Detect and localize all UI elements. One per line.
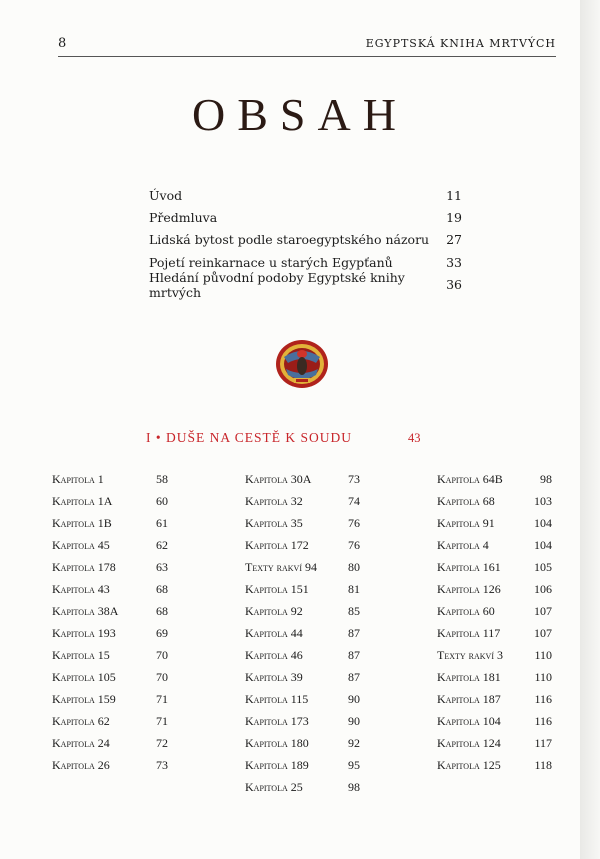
running-title: EGYPTSKÁ KNIHA MRTVÝCH	[365, 37, 556, 50]
toc-entry-label: Kapitola 4	[437, 537, 489, 552]
toc-entry-label: Kapitola 39	[245, 669, 303, 684]
toc-entry	[52, 578, 168, 600]
toc-entry-page: 118	[534, 757, 552, 772]
toc-entry-label: Kapitola 193	[52, 625, 116, 640]
page-edge	[580, 0, 600, 859]
toc-entry	[245, 710, 360, 732]
toc-entry-page: 58	[156, 471, 168, 486]
toc-entry-label: Kapitola 38A	[52, 603, 119, 618]
toc-entry-page: 33	[446, 254, 462, 270]
toc-entry-page: 106	[534, 581, 552, 596]
scarab-emblem-icon	[272, 333, 332, 393]
toc-entry-page: 70	[156, 669, 168, 684]
chapter-column-1	[52, 468, 168, 776]
toc-entry-page: 110	[534, 647, 552, 662]
toc-entry-label: Kapitola 178	[52, 559, 116, 574]
toc-entry-label: Kapitola 1	[52, 471, 104, 486]
toc-entry	[437, 468, 552, 490]
toc-entry	[437, 622, 552, 644]
toc-entry	[245, 600, 360, 622]
toc-entry-label: Kapitola 46	[245, 647, 303, 662]
section-heading	[146, 430, 466, 446]
toc-entry	[437, 578, 552, 600]
toc-entry-page: 72	[156, 735, 168, 750]
toc-entry-page: 105	[534, 559, 552, 574]
toc-entry-page: 71	[156, 713, 168, 728]
chapter-column-2	[245, 468, 360, 798]
toc-entry	[52, 710, 168, 732]
toc-entry-label: Kapitola 30A	[245, 471, 312, 486]
toc-entry-page: 110	[534, 669, 552, 684]
toc-entry-label: Kapitola 161	[437, 559, 501, 574]
toc-entry-page: 69	[156, 625, 168, 640]
toc-entry	[245, 490, 360, 512]
toc-entry-page: 90	[348, 691, 360, 706]
toc-entry	[437, 644, 552, 666]
toc-entry-label: Kapitola 35	[245, 515, 303, 530]
toc-entry-page: 80	[348, 559, 360, 574]
chapter-column-3	[437, 468, 552, 776]
toc-entry	[149, 229, 462, 251]
toc-entry	[149, 206, 462, 228]
toc-entry-label: Texty rakví 3	[437, 647, 503, 662]
toc-entry-label: Kapitola 24	[52, 735, 110, 750]
toc-entry-page: 60	[156, 493, 168, 508]
toc-entry	[149, 269, 462, 300]
toc-entry	[149, 184, 462, 206]
toc-entry-label: Kapitola 126	[437, 581, 501, 596]
toc-entry-label: Kapitola 15	[52, 647, 110, 662]
toc-entry-label: Pojetí reinkarnace u starých Egypťanů	[149, 254, 393, 270]
toc-entry-page: 68	[156, 581, 168, 596]
toc-entry-label: Texty rakví 94	[245, 559, 317, 574]
toc-entry	[437, 666, 552, 688]
toc-entry-label: Kapitola 181	[437, 669, 501, 684]
toc-entry-label: Kapitola 180	[245, 735, 309, 750]
toc-entry-label: Kapitola 151	[245, 581, 309, 596]
toc-entry-label: Kapitola 115	[245, 691, 309, 706]
toc-entry-page: 71	[156, 691, 168, 706]
toc-entry-label: Kapitola 92	[245, 603, 303, 618]
toc-entry	[437, 490, 552, 512]
toc-entry-page: 74	[348, 493, 360, 508]
toc-entry	[245, 556, 360, 578]
toc-entry	[52, 534, 168, 556]
toc-entry-page: 63	[156, 559, 168, 574]
toc-entry-page: 81	[348, 581, 360, 596]
toc-entry-label: Kapitola 1B	[52, 515, 112, 530]
toc-entry-label: Kapitola 187	[437, 691, 501, 706]
toc-entry-page: 11	[446, 187, 462, 203]
toc-entry-page: 68	[156, 603, 168, 618]
toc-entry-label: Kapitola 173	[245, 713, 309, 728]
toc-entry	[52, 754, 168, 776]
toc-entry-label: Kapitola 124	[437, 735, 501, 750]
toc-entry	[52, 732, 168, 754]
toc-entry-page: 87	[348, 625, 360, 640]
toc-entry	[52, 688, 168, 710]
toc-entry-page: 87	[348, 669, 360, 684]
toc-entry	[437, 688, 552, 710]
toc-entry	[437, 600, 552, 622]
toc-entry-page: 76	[348, 537, 360, 552]
toc-entry-page: 103	[534, 493, 552, 508]
toc-entry	[245, 534, 360, 556]
toc-entry	[52, 644, 168, 666]
page-header	[58, 36, 556, 51]
toc-entry-page: 107	[534, 625, 552, 640]
toc-entry	[437, 512, 552, 534]
toc-entry-page: 90	[348, 713, 360, 728]
toc-entry	[245, 732, 360, 754]
toc-entry-label: Hledání původní podoby Egyptské knihy mrtvých	[149, 269, 405, 300]
toc-entry-page: 27	[446, 232, 462, 248]
toc-entry-page: 116	[534, 691, 552, 706]
toc-entry-page: 107	[534, 603, 552, 618]
toc-entry-label: Kapitola 68	[437, 493, 495, 508]
toc-entry-page: 62	[156, 537, 168, 552]
toc-entry	[52, 468, 168, 490]
toc-entry	[52, 666, 168, 688]
toc-entry-label: Kapitola 105	[52, 669, 116, 684]
toc-entry	[245, 666, 360, 688]
toc-entry-label: Kapitola 117	[437, 625, 501, 640]
toc-entry-page: 19	[446, 210, 462, 226]
toc-entry	[245, 468, 360, 490]
toc-entry	[52, 600, 168, 622]
toc-entry-label: Kapitola 189	[245, 757, 309, 772]
toc-entry	[437, 732, 552, 754]
toc-entry-page: 116	[534, 713, 552, 728]
toc-entry-page: 98	[540, 471, 552, 486]
toc-entry-label: Kapitola 172	[245, 537, 309, 552]
toc-entry-page: 117	[534, 735, 552, 750]
toc-entry-page: 76	[348, 515, 360, 530]
toc-entry	[245, 754, 360, 776]
section-label: I • DUŠE NA CESTĚ K SOUDU	[146, 430, 352, 445]
toc-entry-label: Úvod	[149, 187, 183, 203]
toc-entry-label: Kapitola 43	[52, 581, 110, 596]
toc-entry	[52, 622, 168, 644]
toc-entry-label: Kapitola 125	[437, 757, 501, 772]
toc-entry	[245, 578, 360, 600]
toc-entry	[52, 512, 168, 534]
toc-entry	[52, 490, 168, 512]
toc-entry-page: 92	[348, 735, 360, 750]
page-title: OBSAH	[192, 89, 408, 140]
toc-entry-page: 104	[534, 515, 552, 530]
toc-entry	[245, 688, 360, 710]
toc-entry	[245, 644, 360, 666]
toc-entry-label: Kapitola 1A	[52, 493, 113, 508]
toc-entry-label: Kapitola 45	[52, 537, 110, 552]
toc-entry-page: 98	[348, 779, 360, 794]
toc-entry-page: 73	[348, 471, 360, 486]
toc-entry-page: 85	[348, 603, 360, 618]
toc-entry-page: 36	[446, 277, 462, 293]
toc-entry-label: Kapitola 91	[437, 515, 495, 530]
toc-entry-page: 73	[156, 757, 168, 772]
toc-entry-label: Kapitola 159	[52, 691, 116, 706]
toc-entry-page: 104	[534, 537, 552, 552]
toc-entry-label: Kapitola 32	[245, 493, 303, 508]
toc-entry-label: Kapitola 64B	[437, 471, 503, 486]
toc-entry-label: Kapitola 62	[52, 713, 110, 728]
page-number: 8	[58, 36, 67, 51]
toc-entry-label: Kapitola 26	[52, 757, 110, 772]
toc-entry-label: Kapitola 104	[437, 713, 501, 728]
toc-entry-page: 87	[348, 647, 360, 662]
toc-entry-label: Kapitola 44	[245, 625, 303, 640]
toc-entry	[437, 710, 552, 732]
toc-entry-label: Kapitola 60	[437, 603, 495, 618]
toc-entry-page: 61	[156, 515, 168, 530]
toc-entry	[245, 512, 360, 534]
toc-entry-label: Lidská bytost podle staroegyptského názoru	[149, 232, 430, 248]
intro-toc	[149, 184, 462, 300]
toc-entry-label: Předmluva	[149, 210, 218, 226]
toc-entry	[245, 622, 360, 644]
toc-entry-page: 95	[348, 757, 360, 772]
toc-entry-page: 70	[156, 647, 168, 662]
toc-entry-label: Kapitola 25	[245, 779, 303, 794]
toc-entry	[245, 776, 360, 798]
toc-entry	[437, 754, 552, 776]
toc-entry	[437, 556, 552, 578]
toc-entry	[52, 556, 168, 578]
header-rule	[58, 56, 556, 57]
toc-entry	[437, 534, 552, 556]
section-page: 43	[407, 431, 421, 445]
